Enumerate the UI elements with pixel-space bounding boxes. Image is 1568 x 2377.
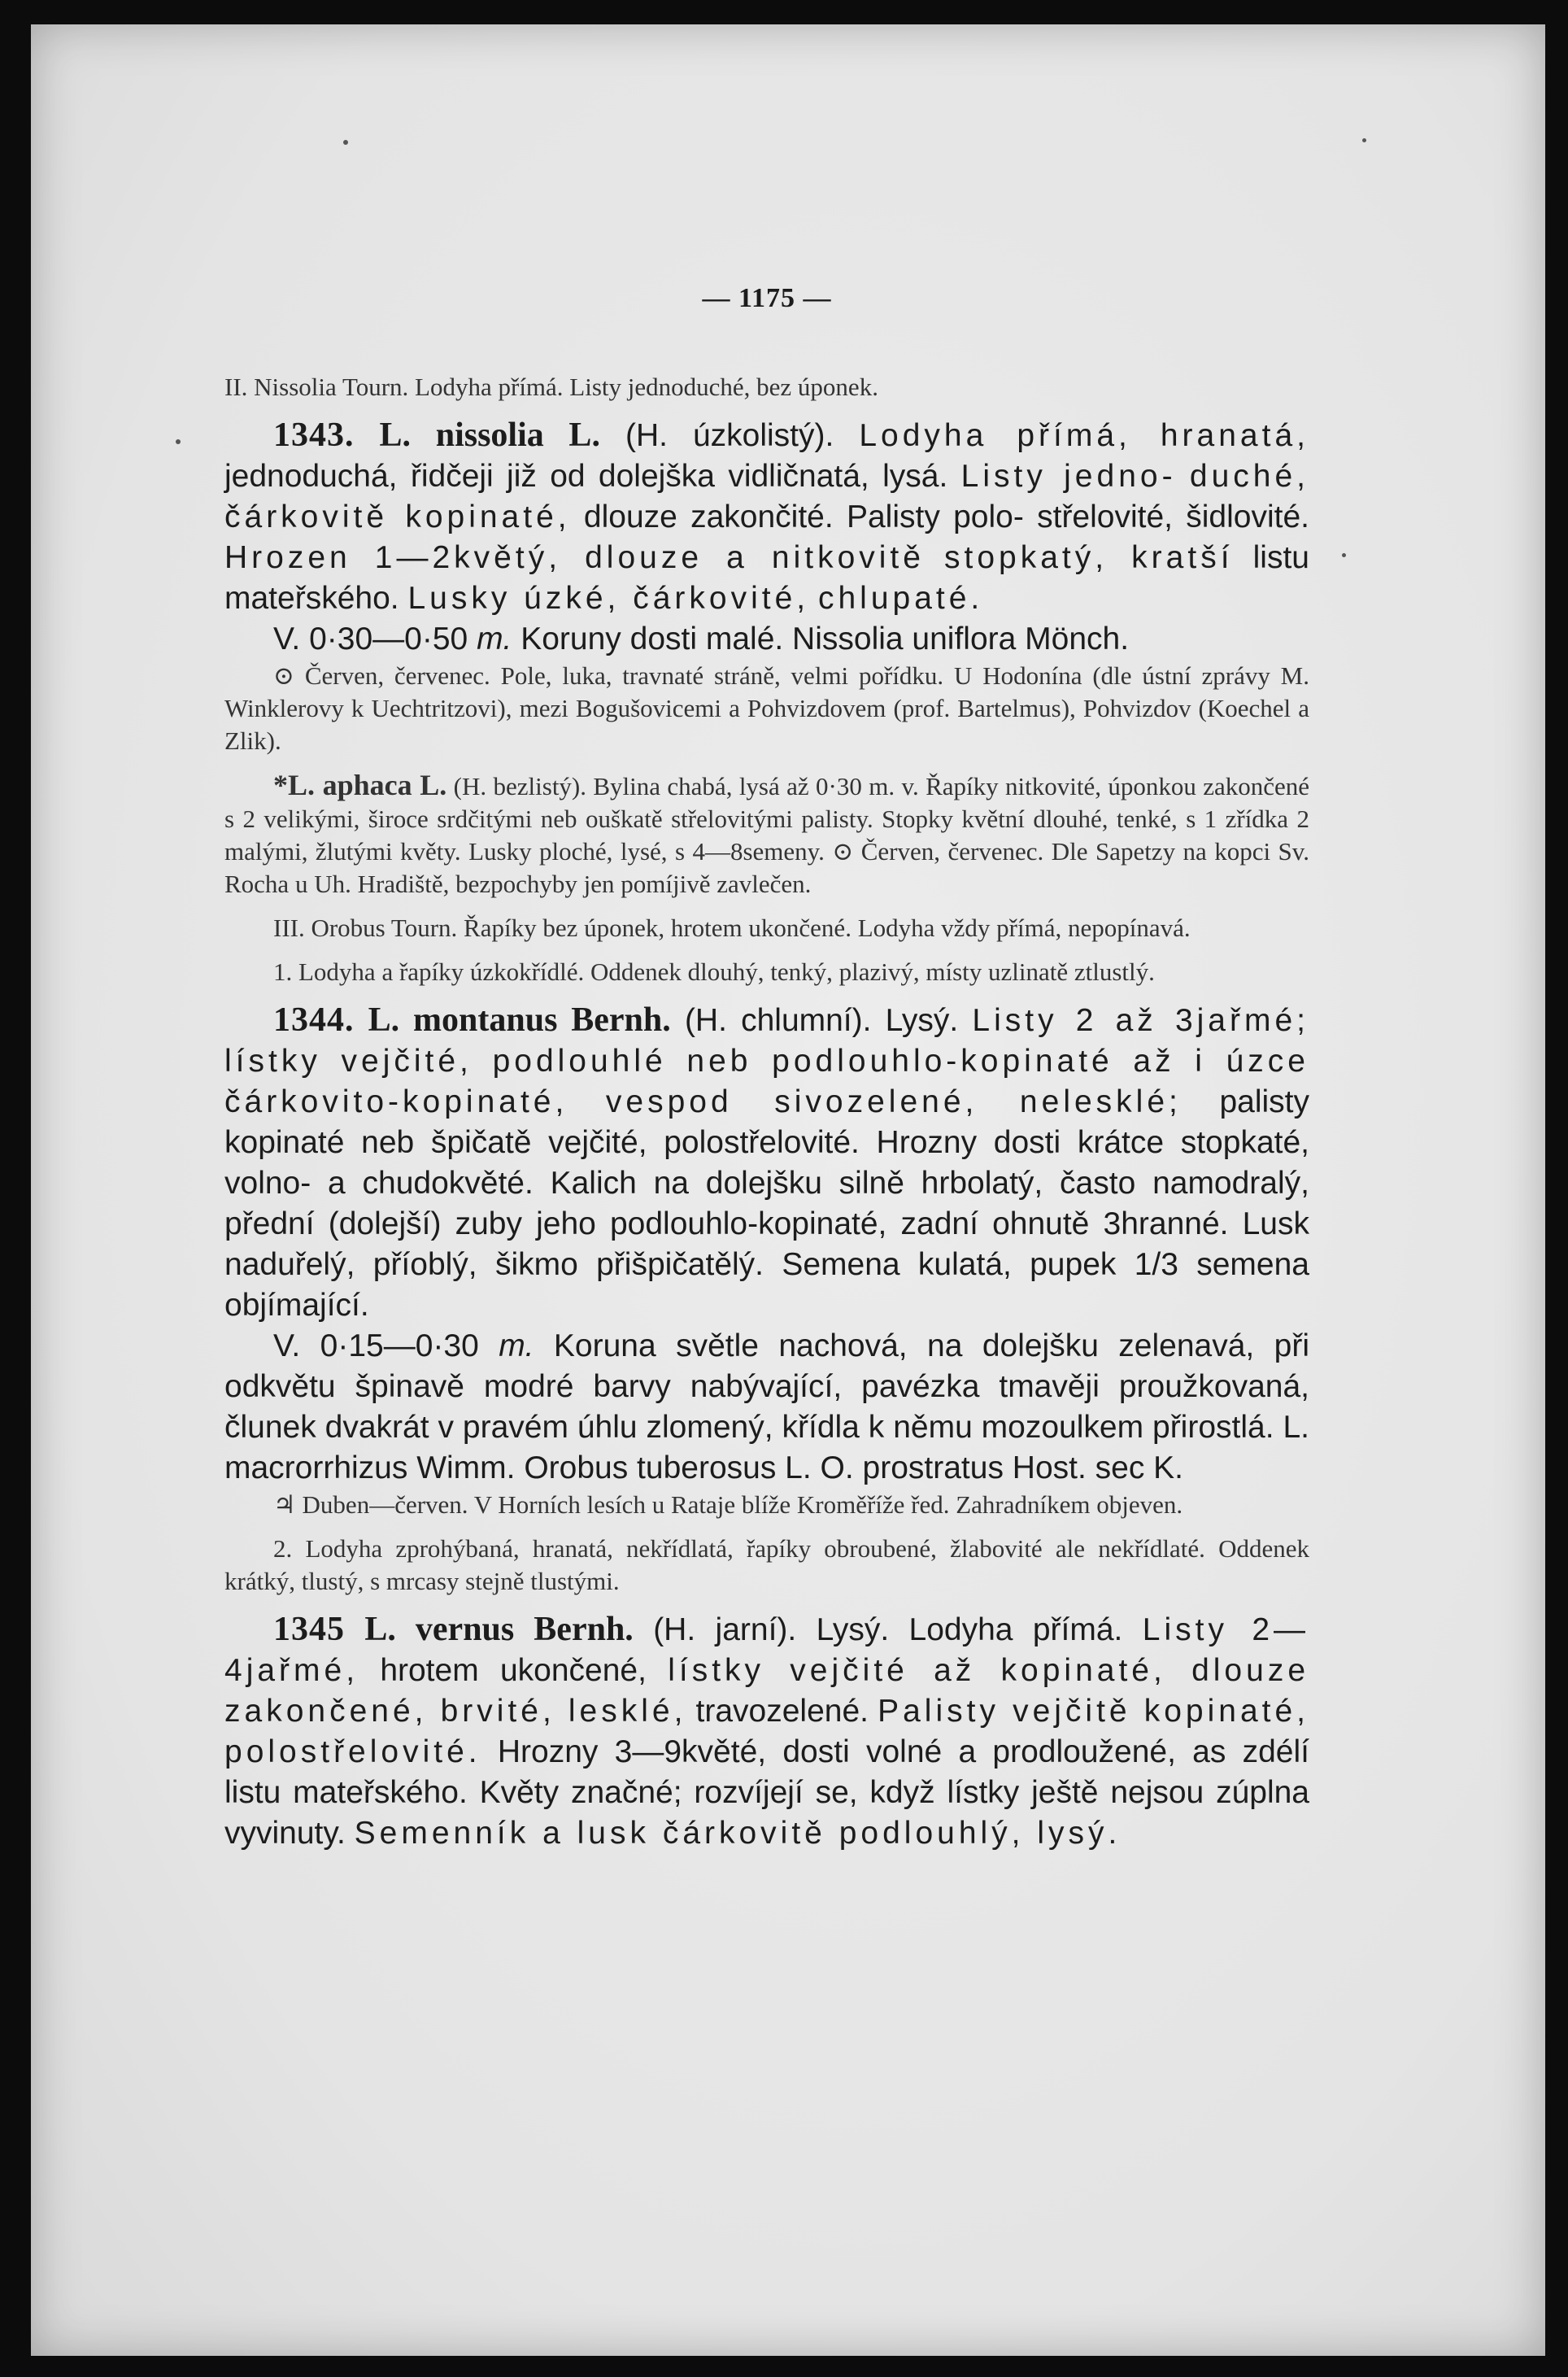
key-2: 2. Lodyha zprohýbaná, hranatá, nekřídlatá, řapíky obroubené, žlabovité ale nekřídlaté. Oddenek krátký, tlustý, s mrcasy stejně tlustými. <box>224 1534 1309 1595</box>
desc-part: Listy 2—4jařmé, <box>224 1612 1310 1688</box>
page-number: — 1175 — <box>702 283 832 313</box>
species-name: L. vernus Bernh. <box>364 1611 634 1648</box>
species-name: *L. aphaca L. <box>273 769 447 801</box>
fraction: 1/3 <box>1134 1247 1178 1282</box>
desc-part: lístky vejčité až kopinaté, dlouze zakončené, brvité, lesklé, <box>224 1653 1310 1729</box>
notes: Koruna světle nachová, na dolejšku zelenavá, při odkvětu špinavě modré barvy nabývající, pavézka tmavěji proužkovaná, člunek dvakrát v pravém úhlu zlomený, křídla k němu mozoulkem přirostlá. L. macrorrhizus Wimm. Orobus tuberosus L. O. prostratus Host. sec K. <box>224 1328 1309 1485</box>
desc-part: vespod sivozelené, nelesklé; <box>605 1084 1182 1119</box>
desc-part: Lusky úzké, čárkovité, <box>407 581 810 616</box>
desc-part: dlouze zakončité. Palisty polo- <box>583 499 1024 534</box>
desc-part: chlupaté. <box>817 581 984 616</box>
desc-part: duché, čárkovitě kopinaté, <box>224 459 1310 534</box>
desc-part: semena objímající. <box>224 1247 1309 1323</box>
desc-part: (H. chlumní). Lysý. <box>684 1003 959 1038</box>
size-unit: m. <box>477 622 512 656</box>
species-1343-size <box>224 619 1309 660</box>
notes: Koruny dosti malé. Nissolia uniflora Mönch. <box>520 622 1130 656</box>
species-number: 1345 <box>273 1611 345 1648</box>
desc-part: Listy 2 až 3jařmé; <box>972 1003 1310 1038</box>
desc-part: jednoduchá, řidčeji již od dolejška vidličnatá, lysá. <box>224 459 948 494</box>
speck <box>1362 138 1366 142</box>
species-text: (H. bezlistý). Bylina chabá, lysá až 0·30 m. v. Řapíky nitkovité, úponkou zakončené s 2 velikými, široce srdčitými neb ouškatě střelovitými palisty. Stopky květní dlouhé, tenké, s 1 zřídka 2 malými, žlutými květy. Lusky ploché, lysé, s 4—8semeny. ⊙ Červen, červenec. Dle Sapetzy na kopci Sv. Rocha u Uh. Hradiště, bezpochyby jen pomíjivě zavlečen. <box>224 772 1309 898</box>
species-1344-distribution: ♃ Duben—červen. V Horních lesích u Rataje blíže Kroměříže řed. Zahradníkem objeven. <box>273 1490 1183 1519</box>
desc-part: listu mateřského. <box>224 540 1309 616</box>
species-1343 <box>224 415 1309 619</box>
species-aphaca <box>224 769 1309 901</box>
speck <box>343 140 348 145</box>
desc-part: lístky vejčité, podlouhlé neb podlouhlo-kopinaté až i úzce čárkovito-kopinaté, <box>224 1044 1309 1119</box>
species-1343-distribution: ⊙ Červen, červenec. Pole, luka, travnaté stráně, velmi pořídku. U Hodonína (dle ústní zprávy M. Winklerovy k Uechtritzovi), mezi Bogušovicemi a Pohvizdovem (prof. Bartelmus), Pohvizdov (Koechel a Zlik). <box>224 661 1309 755</box>
species-name: L. montanus Bernh. <box>368 1001 671 1039</box>
size-range: V. 0·15—0·30 <box>273 1328 479 1363</box>
species-number: 1343. <box>273 417 355 454</box>
species-common-name: (H. úzkolistý). <box>625 418 834 453</box>
group-ii-heading: II. Nissolia Tourn. Lodyha přímá. Listy jednoduché, bez úponek. <box>224 373 878 401</box>
desc-part: (H. jarní). Lysý. Lodyha přímá. <box>653 1612 1123 1647</box>
speck <box>176 439 181 444</box>
species-name: L. nissolia L. <box>379 417 600 454</box>
desc-part: stopkatý, kratší <box>944 540 1234 575</box>
desc-part: Hrozen 1—2květý, dlouze a nitkovitě <box>224 540 925 575</box>
desc-part: hrotem ukončené, <box>380 1653 647 1688</box>
desc-part: střelovité, šidlovité. <box>1037 499 1310 534</box>
desc-part: Semenník a lusk čárkovitě podlouhlý, lysý. <box>354 1816 1122 1851</box>
speck <box>1342 553 1346 557</box>
desc-part: Lodyha přímá, hranatá, <box>859 418 1309 453</box>
desc-part: Hrozny 3—9květé, dosti volné a prodloužené, as zdélí listu mateřského. Květy značné; rozvíjejí se, když lístky ještě nejsou zúplna vyvinuty. <box>224 1734 1309 1851</box>
species-1344-size <box>224 1326 1309 1489</box>
desc-part: Palisty vejčitě kopinaté, polostřelovité. <box>224 1694 1309 1769</box>
key-1: 1. Lodyha a řapíky úzkokřídlé. Oddenek dlouhý, tenký, plazivý, místy uzlinatě ztlustlý. <box>273 957 1155 986</box>
desc-part: travozelené. <box>695 1694 869 1729</box>
group-iii-heading: III. Orobus Tourn. Řapíky bez úponek, hrotem ukončené. Lodyha vždy přímá, nepopínavá. <box>273 914 1191 942</box>
page-text <box>224 283 1309 1854</box>
desc-part: Listy jedno- <box>960 459 1177 494</box>
species-1344 <box>224 1000 1309 1326</box>
species-1345 <box>224 1609 1309 1854</box>
size-range: V. 0·30—0·50 <box>273 622 468 656</box>
document-page <box>31 24 1545 2356</box>
species-number: 1344. <box>273 1001 355 1039</box>
desc-part: palisty kopinaté neb špičatě vejčité, polostřelovité. Hrozny dosti krátce stopkaté, volno- a chudokvěté. Kalich na dolejšku silně hrbolatý, často namodralý, přední (dolejší) zuby jeho podlouhlo-kopinaté, zadní ohnutě 3hranné. Lusk naduřelý, příoblý, šikmo přišpičatělý. Semena kulatá, pupek <box>224 1084 1309 1282</box>
size-unit: m. <box>499 1328 534 1363</box>
